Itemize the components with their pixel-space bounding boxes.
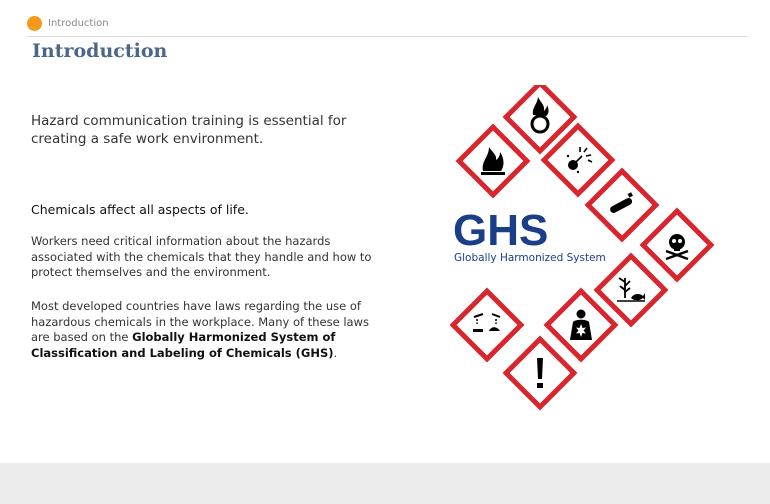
paragraph-workers: Workers need critical information about the hazards associated with the chemicals that they handle and how to protect themselves and the environment. — [31, 234, 372, 279]
ghs-logo-text: GHS — [453, 206, 549, 255]
breadcrumb-label: Introduction — [48, 17, 109, 29]
breadcrumb-dot-icon — [27, 16, 42, 31]
environment-icon — [597, 256, 665, 324]
paragraph-laws — [31, 299, 376, 361]
exclamation-mark-icon — [506, 339, 574, 407]
paragraph-laws-text: Most developed countries have laws regarding the use of hazardous chemicals in the workplace. Many of these laws are based on the — [31, 299, 369, 344]
page-title: Introduction — [32, 40, 168, 62]
skull-crossbones-icon — [643, 211, 711, 279]
health-hazard-icon — [547, 291, 615, 359]
breadcrumb — [27, 14, 109, 32]
intro-text: Hazard communication training is essential for creating a safe work environment. — [31, 113, 347, 147]
footer-bar — [0, 463, 770, 504]
paragraph-laws-bold: Globally Harmonized System of Classification and Labeling of Chemicals (GHS) — [31, 330, 336, 360]
header-divider — [27, 36, 747, 37]
lead-text: Chemicals affect all aspects of life. — [31, 202, 249, 217]
flame-icon — [459, 127, 527, 195]
gas-cylinder-icon — [588, 171, 656, 239]
paragraph-laws-end: . — [333, 345, 338, 360]
ghs-pictogram-graphic — [445, 85, 715, 415]
corrosion-icon — [453, 291, 521, 359]
ghs-logo-subtitle: Globally Harmonized System — [454, 252, 606, 264]
